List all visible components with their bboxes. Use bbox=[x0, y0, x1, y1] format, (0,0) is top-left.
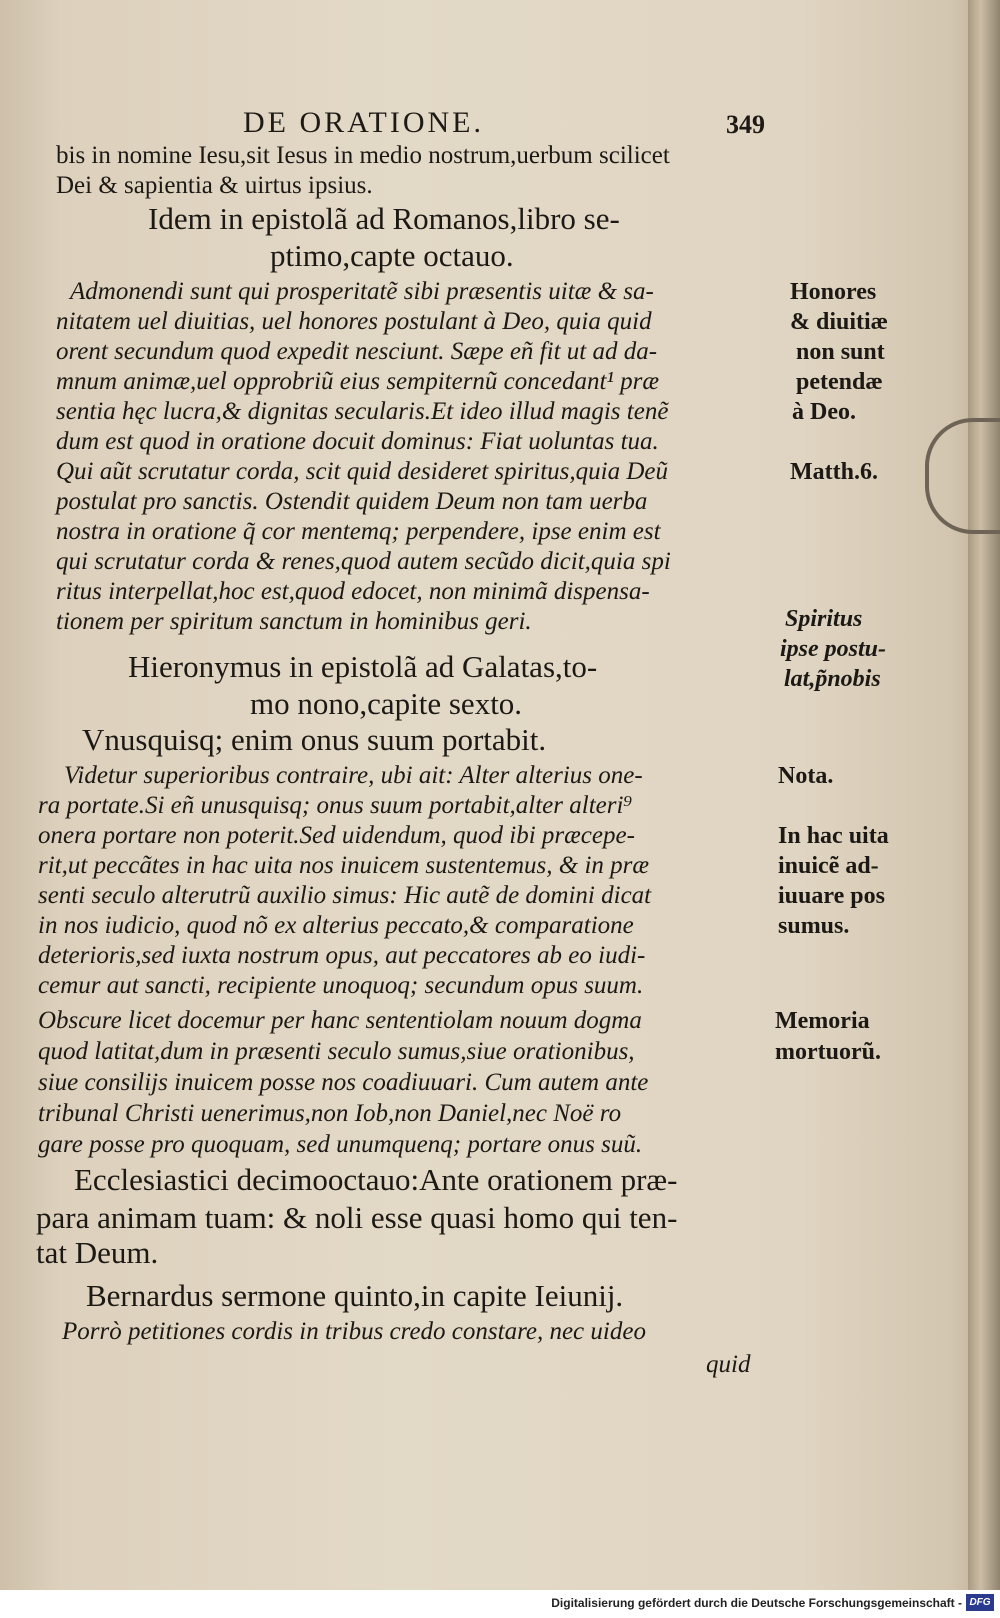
marginal-note: petendæ bbox=[796, 369, 883, 395]
section-heading: Idem in epistolã ad Romanos,libro se- bbox=[148, 201, 620, 236]
marginal-note: Memoria bbox=[775, 1008, 870, 1034]
section-heading: tat Deum. bbox=[36, 1235, 159, 1270]
text-line: postulat pro sanctis. Ostendit quidem Deum non tam uerba bbox=[56, 488, 648, 515]
text-line: cemur aut sancti, recipiente unoquoq; secundum opus suum. bbox=[38, 972, 644, 999]
text-line: dum est quod in oratione docuit dominus: Fiat uoluntas tua. bbox=[56, 428, 659, 455]
text-line: tionem per spiritum sanctum in hominibus geri. bbox=[56, 608, 532, 635]
marginal-note: & diuitiæ bbox=[790, 309, 889, 335]
marginal-note: Spiritus bbox=[785, 606, 863, 632]
text-line: Qui aũt scrutatur corda, scit quid desideret spiritus,quia Deũ bbox=[56, 458, 669, 485]
marginal-note: lat,p̃nobis bbox=[784, 666, 881, 692]
marginal-note: ipse postu- bbox=[780, 636, 887, 662]
marginal-note: non sunt bbox=[796, 339, 885, 365]
text-line: Admonendi sunt qui prosperitatẽ sibi præsentis uitæ & sa- bbox=[70, 278, 654, 305]
text-line: senti seculo alterutrũ auxilio simus: Hic autẽ de domini dicat bbox=[38, 882, 652, 909]
text-line: nitatem uel diuitias, uel honores postulant à Deo, quia quid bbox=[56, 308, 652, 335]
marginal-note: à Deo. bbox=[792, 399, 856, 425]
text-line: Obscure licet docemur per hanc sententiolam nouum dogma bbox=[38, 1007, 642, 1034]
text-line: qui scrutatur corda & renes,quod autem secũdo dicit,quia spi bbox=[56, 548, 671, 575]
section-heading: Ecclesiastici decimooctauo:Ante orationem præ- bbox=[74, 1162, 678, 1197]
marginal-note: mortuorũ. bbox=[775, 1039, 881, 1065]
text-line: quod latitat,dum in præsenti seculo sumus,siue orationibus, bbox=[38, 1038, 635, 1065]
section-heading: Hieronymus in epistolã ad Galatas,to- bbox=[128, 649, 598, 684]
section-heading: Vnusquisq; enim onus suum portabit. bbox=[82, 722, 547, 757]
marginal-note: iuuare pos bbox=[778, 883, 885, 909]
text-line: nostra in oratione q̃ cor mentemq; perpendere, ipse enim est bbox=[56, 518, 661, 545]
footer-bar bbox=[0, 1590, 1000, 1618]
text-line: gare posse pro quoquam, sed unumquenq; portare onus suũ. bbox=[38, 1131, 643, 1158]
text-line: Dei & sapientia & uirtus ipsius. bbox=[56, 172, 373, 199]
marginal-note: sumus. bbox=[778, 913, 850, 939]
text-line: onera portare non poterit.Sed uidendum, quod ibi præcepe- bbox=[38, 822, 635, 849]
book-edge bbox=[968, 0, 1000, 1590]
folio-number: 349 bbox=[726, 110, 765, 139]
book-clasp bbox=[925, 418, 1000, 534]
marginal-note: In hac uita bbox=[778, 823, 889, 849]
text-line: rit,ut peccãtes in hac uita nos inuicem sustentemus, & in præ bbox=[38, 852, 650, 879]
text-line: in nos iudicio, quod nõ ex alterius peccato,& comparatione bbox=[38, 912, 634, 939]
text-line: ra portate.Si eñ unusquisq; onus suum portabit,alter alteri⁹ bbox=[38, 792, 633, 819]
text-line: tribunal Christi uenerimus,non Iob,non Daniel,nec Noë ro bbox=[38, 1100, 622, 1127]
footer-credit: Digitalisierung gefördert durch die Deutsche Forschungsgemeinschaft - bbox=[551, 1596, 962, 1610]
text-line: orent secundum quod expedit nesciunt. Sæpe eñ fit ut ad da- bbox=[56, 338, 658, 365]
section-heading: ptimo,capte octauo. bbox=[270, 238, 514, 273]
text-line: Videtur superioribus contraire, ubi ait: Alter alterius one- bbox=[64, 762, 643, 789]
marginal-note: Nota. bbox=[778, 763, 834, 789]
text-line: bis in nomine Iesu,sit Iesus in medio nostrum,uerbum scilicet bbox=[56, 142, 670, 169]
marginal-note: inuicẽ ad- bbox=[778, 853, 879, 879]
section-heading: para animam tuam: & noli esse quasi homo qui ten- bbox=[36, 1200, 678, 1235]
text-line: deterioris,sed iuxta nostrum opus, aut peccatores ab eo iudi- bbox=[38, 942, 646, 969]
running-head: DE ORATIONE. bbox=[243, 106, 484, 139]
text-line: mnum animæ,uel opprobriũ eius sempiternũ concedant¹ præ bbox=[56, 368, 660, 395]
text-line: Porrò petitiones cordis in tribus credo constare, nec uideo bbox=[62, 1318, 646, 1345]
dfg-logo: DFG bbox=[966, 1594, 994, 1611]
text-line: ritus interpellat,hoc est,quod edocet, non minimã dispensa- bbox=[56, 578, 650, 605]
text-line: sentia hęc lucra,& dignitas secularis.Et ideo illud magis tenẽ bbox=[56, 398, 669, 425]
catchword: quid bbox=[706, 1351, 751, 1378]
section-heading: mo nono,capite sexto. bbox=[250, 686, 523, 721]
marginal-note: Honores bbox=[790, 279, 877, 305]
marginal-note: Matth.6. bbox=[790, 459, 878, 485]
text-line: siue consilijs inuicem posse nos coadiuuari. Cum autem ante bbox=[38, 1069, 649, 1096]
section-heading: Bernardus sermone quinto,in capite Ieiunij. bbox=[86, 1278, 624, 1313]
